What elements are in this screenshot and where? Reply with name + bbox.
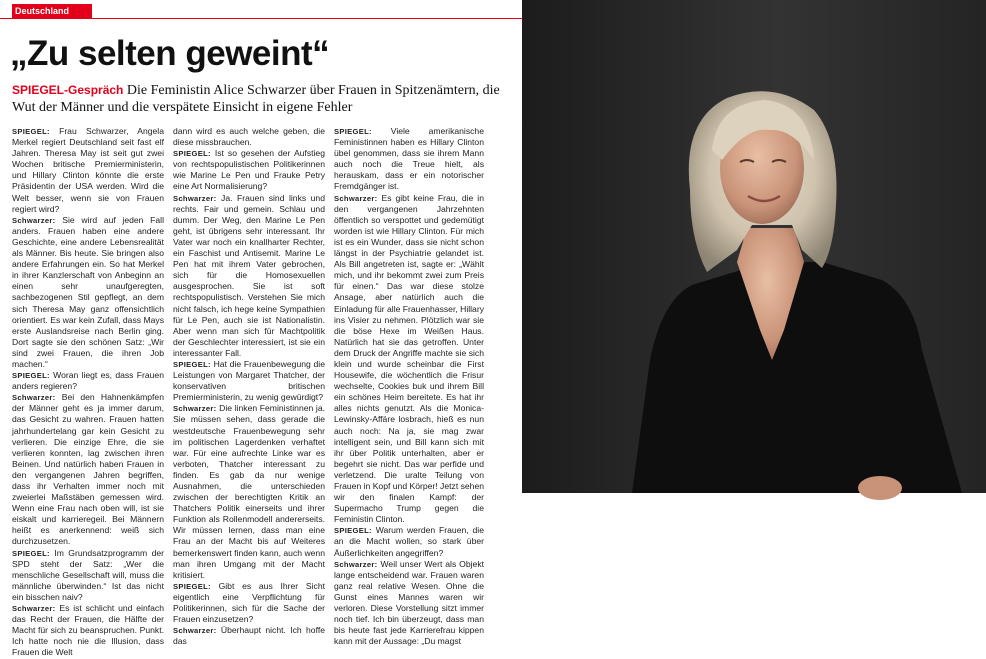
paragraph-text: Sie wird auf jeden Fall anders. Frauen haben eine andere Geschichte, eine andere Lebensrealität als Männer. Bis heute. Sie bringen also andere Erfahrungen ein. So hat Merkel in ihrer Kanzlerschaft von Anbeginn an einen sehr unaufgeregten, sachbezogenen Stil gepflegt, an dem sich Theresa May ganz offensichtlich orientiert. Es war kein Zufall, dass Mays erste Auslandsreise nach Berlin ging. Dort sagte sie den schönen Satz: „Wir sind zwei Frauen, die ihren Job machen.“ — [12, 214, 164, 369]
paragraph-text: Es gibt keine Frau, die in den vergangenen Jahrzehnten öffentlich so verspottet und gedemütigt worden ist wie Hillary Clinton. Für mich ist es ein Wunder, dass sie nicht schon längst in der Psychiatrie gelandet ist. Als Bill angetreten ist, sagte er: „Wählt mich, und ihr bekommt zwei zum Preis für einen.“ Das war diese stolze Ansage, aber natürlich auch die Einladung für alle Frauenhasser, Hillary ins Visier zu nehmen. Plötzlich war sie die böse Hexe im Weißen Haus. Natürlich hat sie das getroffen. Unter dem Druck der Angriffe machte sie sich klein und wurde scheinbar die First Housewife, die wöchentlich die Frisur wechselte, Cookies buk und ihrem Bill ein schönes Heim bereitete. Es hat ihr alles nichts genutzt. Als die Monica-Lewinsky-Affäre losbrach, hieß es nun auch noch: Na ja, sie mag zwar intelligent sein, und Bill kann sich mit ihr über Politik unterhalten, aber er begehrt sie nicht. Das war perfide und verletzend. Die uralte Teilung von Frauen in Kopf und Körper! Jetzt sehen wir den finalen Kampf: der Supermacho Trump gegen die Feministin Clinton. — [334, 192, 485, 525]
paragraph-text: Überhaupt nicht. Ich hoffe das — [173, 625, 325, 647]
paragraph-text: Frau Schwarzer, Angela Merkel regiert Deutschland seit fast elf Jahren. Theresa May ist seit gut zwei Wochen britische Premierministerin, und Hillary Clinton könnte die erste Präsidentin der USA werden. Wird die Welt besser, wenn sie von Frauen regiert wird? — [12, 126, 164, 214]
subheadline — [12, 82, 512, 116]
speaker-label: Schwarzer: — [173, 626, 217, 636]
portrait-photo — [522, 0, 986, 493]
speaker-label: SPIEGEL: — [334, 526, 372, 536]
article-paragraph — [12, 392, 164, 547]
speaker-label: Schwarzer: — [334, 193, 378, 203]
article-paragraph — [173, 193, 325, 359]
headline: „Zu selten geweint“ — [10, 34, 330, 73]
paragraph-text: Weil unser Wert als Objekt lange entscheidend war. Frauen waren ganz real relative Wesen. Ohne die Gunst eines Mannes waren wir verloren. Diese Vorstellung sitzt immer noch tief. Ich bin überzeugt, dass man bis heute fast jede Karrierefrau kippen kann mit der Aussage: „Du magst — [334, 558, 484, 647]
paragraph-text: Warum werden Frauen, die an die Macht wollen, so stark über Äußerlichkeiten angegriffen? — [334, 525, 484, 558]
article-paragraph — [334, 559, 484, 648]
paragraph-text: Im Grundsatzprogramm der SPD steht der Satz: „Wer die menschliche Gesellschaft will, muss die männliche überwinden.“ Ist das nicht ein bisschen naiv? — [12, 547, 164, 602]
article-paragraph — [173, 359, 325, 403]
paragraph-text: Es ist schlicht und einfach das Recht der Frauen, die Hälfte der Macht für sich zu beanspruchen. Punkt. Ich hatte noch nie die Illusion, dass Frauen die Welt — [12, 603, 164, 658]
article-paragraph — [173, 148, 325, 192]
speaker-label: Schwarzer: — [12, 215, 56, 225]
speaker-label: SPIEGEL: — [173, 581, 211, 591]
speaker-label: SPIEGEL: — [12, 127, 50, 136]
text-column-3 — [334, 126, 485, 647]
speaker-label: SPIEGEL: — [12, 371, 50, 381]
section-rule — [0, 18, 522, 19]
text-column-1 — [12, 126, 164, 658]
speaker-label: Schwarzer: — [12, 604, 56, 614]
article-paragraph — [173, 581, 325, 625]
paragraph-text: Viele amerikanische Feministinnen haben es Hillary Clinton übel genommen, dass sie ihrem Mann auch noch die Treue hielt, als herauskam, dass er ein notorischer Fremdgänger ist. — [334, 126, 484, 192]
article-paragraph — [12, 215, 164, 370]
paragraph-text: Die linken Feministinnen ja. Sie müssen sehen, dass gerade die westdeutsche Frauenbewegung sehr im politischen Lagerdenken verhaftet war. Für eine aufrechte Linke war es verboten, Thatcher interessant zu finden. Es gab da nur wenige Ausnahmen, die unterschieden zwischen der berechtigten Kritik an Thatchers Politik einerseits und ihrer Funktion als Rollenmodell andererseits. Wir müssen lernen, dass man eine Frau an der Macht bis auf Weiteres bemerkenswert finden kann, auch wenn man ihren Umgang mit der Macht kritisiert. — [173, 403, 325, 580]
paragraph-text: Hat die Frauenbewegung die Leistungen von Margaret Thatcher, der konservativen britischen Premierministerin, zu wenig gewürdigt? — [173, 358, 325, 403]
speaker-label: Schwarzer: — [334, 559, 378, 569]
paragraph-text: Bei den Hahnenkämpfen der Männer geht es ja immer darum, das Gesicht zu wahren. Frauen hatten jahrhundertelang gar kein Gesicht zu verlieren. Die einzige Ehre, die sie verlieren konnten, lag zwischen ihren Beinen. Und natürlich haben Frauen in den vergangenen Jahren begriffen, dass ihr Verhalten immer noch mit zweierlei Maßstäben gemessen wird. Wenn eine Frau nach oben will, ist sie eiskalt und karrieregeil. Bei Männern heißt es anerkennend: weiß sich durchzusetzen. — [12, 392, 164, 547]
speaker-label: SPIEGEL: — [12, 548, 50, 558]
article-paragraph — [173, 126, 325, 148]
subhead-tag: SPIEGEL-Gespräch — [12, 83, 124, 97]
speaker-label: SPIEGEL: — [173, 359, 211, 369]
paragraph-text: Ja. Frauen sind links und rechts. Fair und gemein. Schlau und dumm. Der Weg, den Marine Le Pen geht, ist übrigens sehr interessant. Ihr Vater war noch ein knallharter Rechter, ein Faschist und Antisemit. Marine Le Pen hat mit ihrem Vater gebrochen, sich für die Homosexuellen ausgesprochen. Sie ist soft rechtspopulistisch. Verstehen Sie mich nicht falsch, ich hege keine Sympathien für Le Pen, auch sie ist Nationalistin. Aber wenn man sich für Machtpolitik der Geschlechter interessiert, ist sie ein interessanter Fall. — [173, 192, 325, 358]
article-paragraph — [12, 126, 164, 215]
paragraph-text: Woran liegt es, dass Frauen anders regieren? — [12, 370, 164, 392]
article-paragraph — [334, 525, 484, 558]
speaker-label: Schwarzer: — [12, 393, 56, 403]
article-paragraph — [12, 603, 164, 658]
section-label: Deutschland — [12, 4, 92, 18]
article-paragraph — [12, 370, 164, 392]
article-paragraph — [334, 126, 484, 193]
article-paragraph — [173, 625, 325, 647]
speaker-label: Schwarzer: — [173, 193, 217, 203]
speaker-label: Schwarzer: — [173, 404, 217, 414]
article-paragraph — [12, 548, 164, 603]
article-paragraph — [334, 193, 484, 526]
paragraph-text: Gibt es aus Ihrer Sicht eigentlich eine Verpflichtung für Politikerinnen, sich für die Sache der Frauen einzusetzen? — [173, 580, 325, 625]
speaker-label: SPIEGEL: — [173, 149, 211, 159]
paragraph-text: Ist so gesehen der Aufstieg von rechtspopulistischen Politikerinnen wie Marine Le Pen und Frauke Petry eine Art Normalisierung? — [173, 148, 325, 192]
speaker-label: SPIEGEL: — [334, 127, 372, 136]
paragraph-text: dann wird es auch welche geben, die diese missbrauchen. — [173, 126, 325, 148]
text-column-2 — [173, 126, 325, 647]
subhead-text: Die Feministin Alice Schwarzer über Frauen in Spitzenämtern, die Wut der Männer und die verspätete Einsicht in eigene Fehler — [12, 83, 500, 115]
portrait-illustration — [522, 0, 986, 493]
article-paragraph — [173, 403, 325, 581]
